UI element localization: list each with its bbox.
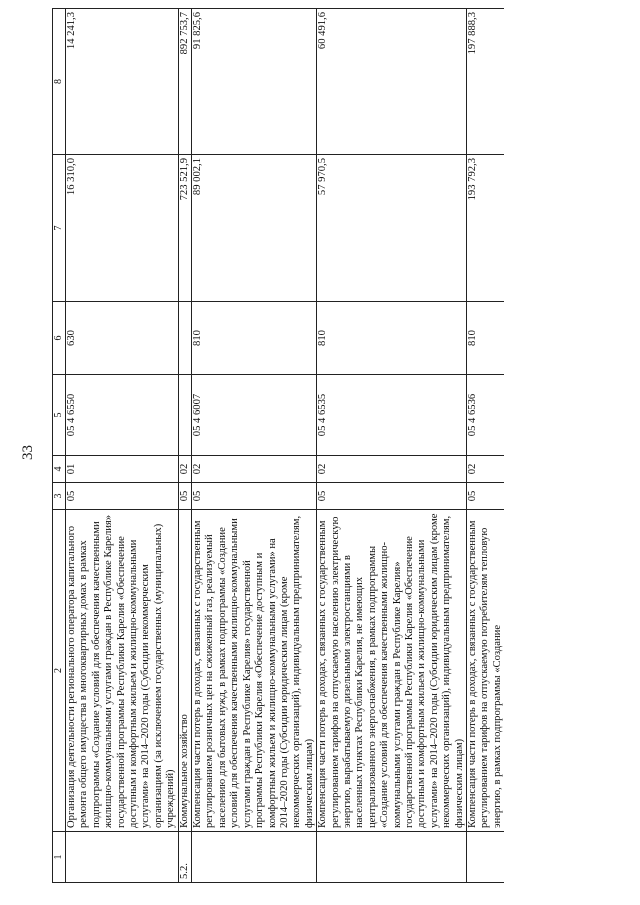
header-col-4: 4	[53, 456, 66, 483]
target-article-cell: 05 4 6550	[66, 375, 179, 456]
section-code-cell: 05	[178, 483, 191, 510]
target-article-cell: 05 4 6536	[467, 375, 505, 456]
target-article-cell: 05 4 6007	[192, 375, 317, 456]
amount-value: 197 888,3	[467, 12, 478, 55]
target-article-cell: 05 4 6535	[317, 375, 467, 456]
row-number-cell	[467, 832, 505, 883]
table-row	[178, 9, 191, 883]
amount-value: 91 825,6	[192, 12, 204, 50]
section-code-cell: 05	[192, 483, 317, 510]
table-row	[317, 9, 467, 883]
page-number: 33	[20, 445, 36, 460]
row-number-cell: 5.2.	[178, 832, 191, 883]
amount-value: 57 970,5	[317, 158, 329, 196]
amount-col8-cell	[192, 9, 317, 155]
section-code-cell: 05	[66, 483, 179, 510]
expense-type-cell: 810	[467, 302, 505, 375]
amount-col7-cell	[66, 155, 179, 302]
header-col-6: 6	[53, 302, 66, 375]
expense-type-cell: 810	[192, 302, 317, 375]
amount-value: 892 753,7	[178, 12, 190, 55]
header-col-1: 1	[53, 832, 66, 883]
expense-type-cell: 810	[317, 302, 467, 375]
subsection-code-cell: 02	[178, 456, 191, 483]
amount-col8-cell	[178, 9, 191, 155]
budget-table	[52, 8, 504, 883]
expense-type-cell: 630	[66, 302, 179, 375]
table-row	[192, 9, 317, 883]
amount-value: 89 002,1	[192, 158, 204, 196]
subsection-code-cell: 02	[192, 456, 317, 483]
description-cell: Организация деятельности регионального оператора капитального ремонта общего имущества в многоквартирных домах в рамках подпрограммы «Создание условий для обеспечения качественными жилищно-коммунальными услугами граждан в Республике Карелия» государственной программы Республики Карелия «Обеспечение доступным и комфортным жильем и жилищно-коммунальными услугами» на 2014–2020 годы (Субсидии некоммерческим организациям (за исключением государственных (муниципальных) учреждений)	[66, 510, 179, 832]
description-cell: Коммунальное хозяйство	[178, 510, 191, 832]
amount-value: 16 310,0	[66, 158, 77, 196]
row-number-cell	[192, 832, 317, 883]
header-row	[53, 9, 66, 883]
amount-col8-cell	[66, 9, 179, 155]
amount-value: 14 241,3	[66, 12, 77, 50]
header-col-8: 8	[53, 9, 66, 155]
header-col-2: 2	[53, 510, 66, 832]
amount-col7-cell	[192, 155, 317, 302]
section-code-cell: 05	[317, 483, 467, 510]
amount-col7-cell	[467, 155, 505, 302]
description-cell: Компенсация части потерь в доходах, связанных с государственным регулированием розничных цен на сжиженный газ, реализуемый населению для бытовых нужд, в рамках подпрограммы «Создание условий для обеспечения качественными жилищно-коммунальными услугами граждан в Республике Карелия» государственной программы Республики Карелия «Обеспечение доступным и комфортным жильем и жилищно-коммунальными услугами» на 2014–2020 годы (Субсидии юридическим лицам (кроме некоммерческих организаций), индивидуальным предпринимателям, физическим лицам)	[192, 510, 317, 832]
subsection-code-cell: 01	[66, 456, 179, 483]
header-col-3: 3	[53, 483, 66, 510]
subsection-code-cell: 02	[467, 456, 505, 483]
description-cell: Компенсация части потерь в доходах, связанных с государственным регулированием тарифов на отпускаемую потребителям тепловую энергию, в рамках подпрограммы «Создание	[467, 510, 505, 832]
subsection-code-cell: 02	[317, 456, 467, 483]
amount-col7-cell	[178, 155, 191, 302]
table-row	[66, 9, 179, 883]
row-number-cell	[66, 832, 179, 883]
amount-col7-cell	[317, 155, 467, 302]
description-cell: Компенсация части потерь в доходах, связанных с государственным регулированием тарифов на отпускаемую населению электрическую энергию, вырабатываемую дизельными электростанциями в населенных пунктах Республики Карелия, не имеющих централизованного энергоснабжения, в рамках подпрограммы «Создание условий для обеспечения качественными жилищно-коммунальными услугами граждан в Республике Карелия» государственной программы Республики Карелия «Обеспечение доступным и комфортным жильем и жилищно-коммунальными услугами» на 2014–2020 годы (Субсидии юридическим лицам (кроме некоммерческих организаций), индивидуальным предпринимателям, физическим лицам)	[317, 510, 467, 832]
expense-type-cell	[178, 302, 191, 375]
target-article-cell	[178, 375, 191, 456]
row-number-cell	[317, 832, 467, 883]
table-row	[467, 9, 505, 883]
header-col-7: 7	[53, 155, 66, 302]
amount-col8-cell	[317, 9, 467, 155]
amount-value: 60 491,6	[317, 12, 329, 50]
header-col-5: 5	[53, 375, 66, 456]
section-code-cell: 05	[467, 483, 505, 510]
amount-value: 723 521,9	[178, 158, 190, 201]
amount-col8-cell	[467, 9, 505, 155]
amount-value: 193 792,3	[467, 158, 478, 201]
